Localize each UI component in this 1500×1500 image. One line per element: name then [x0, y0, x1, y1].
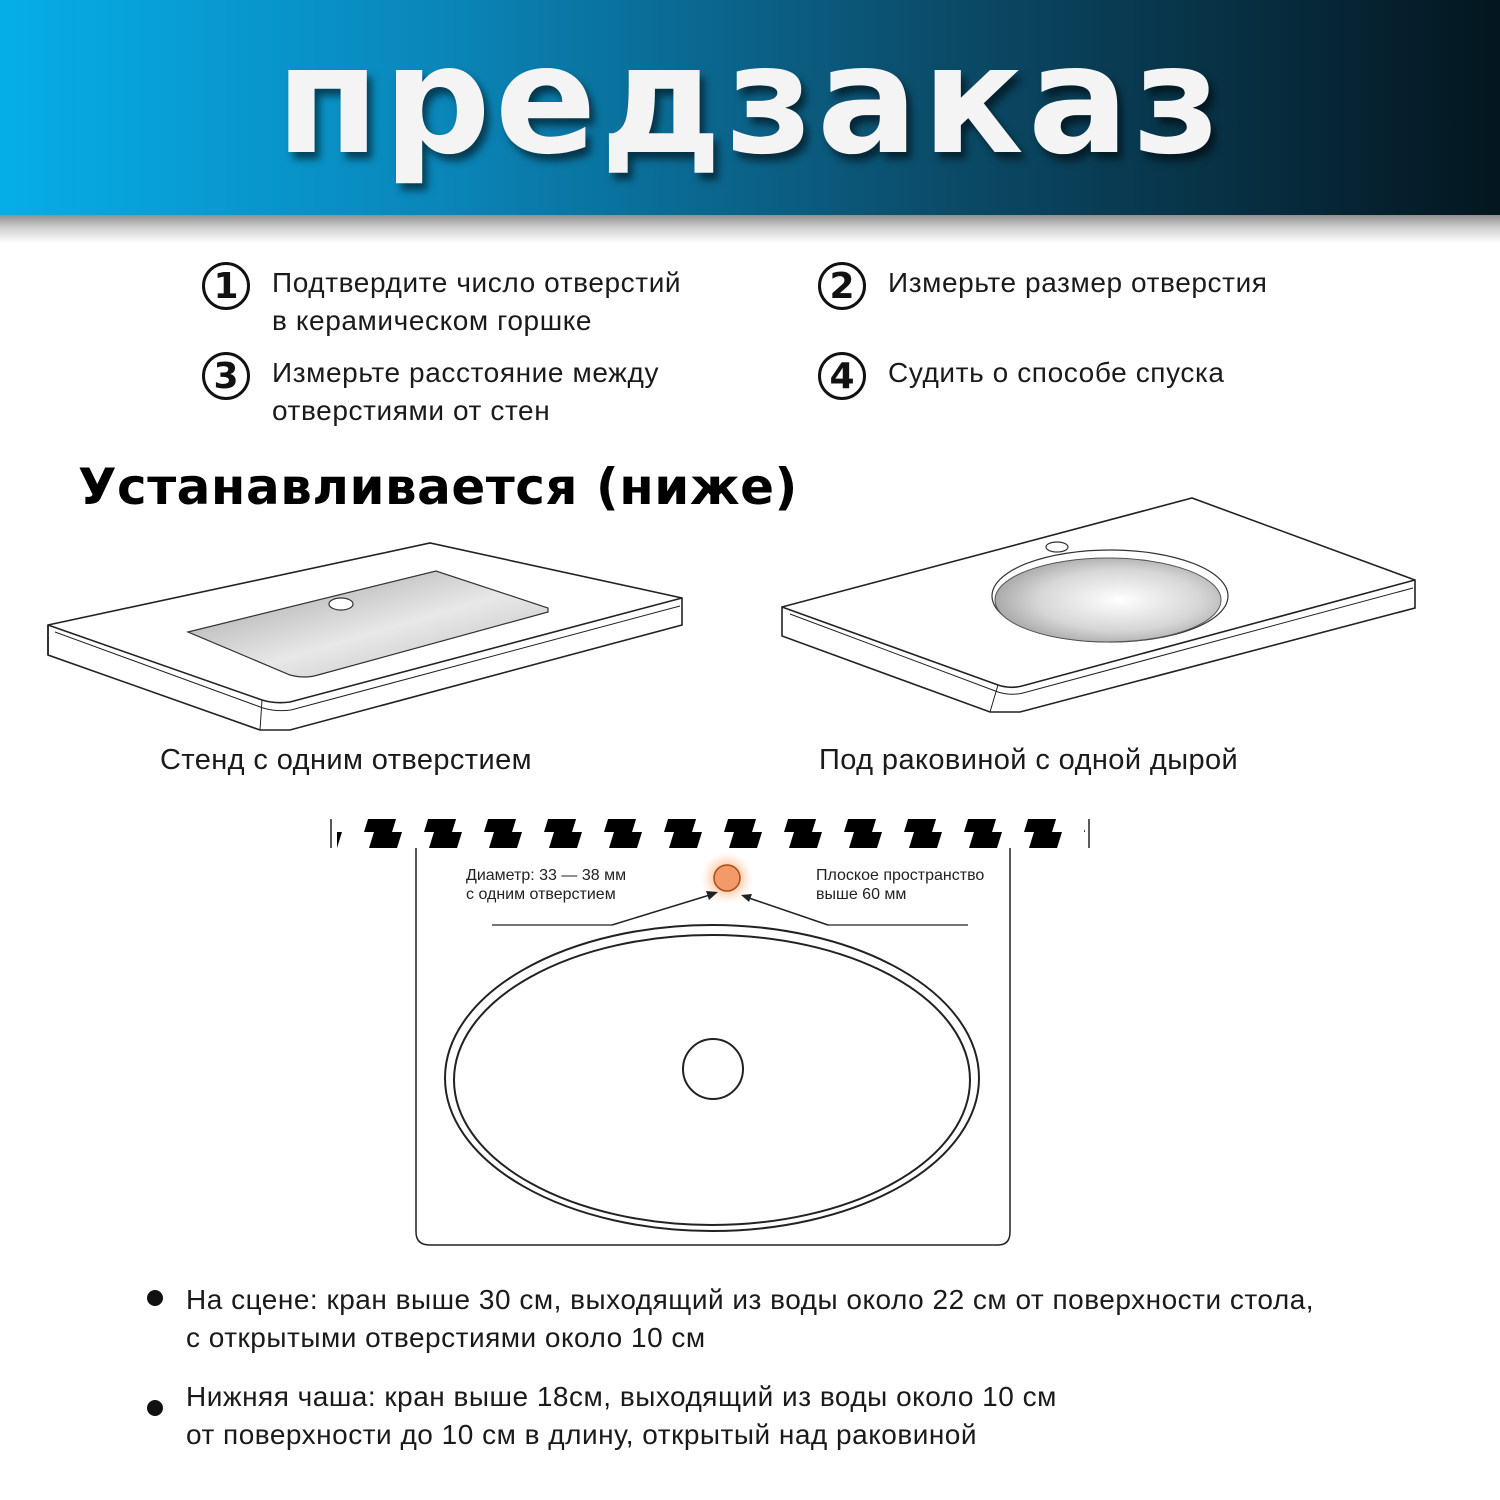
section-title: Устанавливается (ниже) [78, 458, 798, 516]
step-line: Судить о способе спуска [888, 357, 1225, 388]
note-line: На сцене: кран выше 30 см, выходящий из воды около 22 см от поверхности стола, [186, 1284, 1315, 1315]
caption-undermount-one-hole: Под раковиной с одной дырой [819, 744, 1239, 776]
diameter-note-line: Диаметр: 33 — 38 мм [466, 867, 627, 884]
step-line: Измерьте размер отверстия [888, 267, 1268, 298]
step-number: 2 [818, 262, 866, 310]
note-line: Нижняя чаша: кран выше 18см, выходящий из воды около 10 см [186, 1381, 1057, 1412]
countertop-stand-one-hole [48, 543, 682, 730]
top-view-schematic [331, 819, 1089, 1245]
bullet-icon [147, 1400, 163, 1416]
step-number: 4 [818, 352, 866, 400]
note-undermount [186, 1378, 1057, 1454]
step-line: отверстиями от стен [272, 395, 551, 426]
note-line: с открытыми отверстиями около 10 см [186, 1322, 706, 1353]
step-line: в керамическом горшке [272, 305, 593, 336]
drain-hole [683, 1039, 743, 1099]
caption-stand-one-hole: Стенд с одним отверстием [160, 744, 532, 776]
banner-title: предзаказ [275, 13, 1225, 188]
step-line: Подтвердите число отверстий [272, 267, 682, 298]
space-note-line: Плоское пространство [816, 867, 985, 884]
wall-hatch [337, 819, 1085, 848]
countertop-undermount-one-hole [782, 498, 1415, 712]
faucet-hole [714, 865, 740, 891]
note-countertop [186, 1281, 1314, 1357]
note-line: от поверхности до 10 см в длину, открытый над раковиной [186, 1419, 978, 1450]
bullet-icon [147, 1290, 163, 1306]
space-note-line: выше 60 мм [816, 886, 907, 903]
step-number: 3 [202, 352, 250, 400]
step-number: 1 [202, 262, 250, 310]
diameter-note-line: с одним отверстием [466, 886, 616, 903]
step-line: Измерьте расстояние между [272, 357, 660, 388]
